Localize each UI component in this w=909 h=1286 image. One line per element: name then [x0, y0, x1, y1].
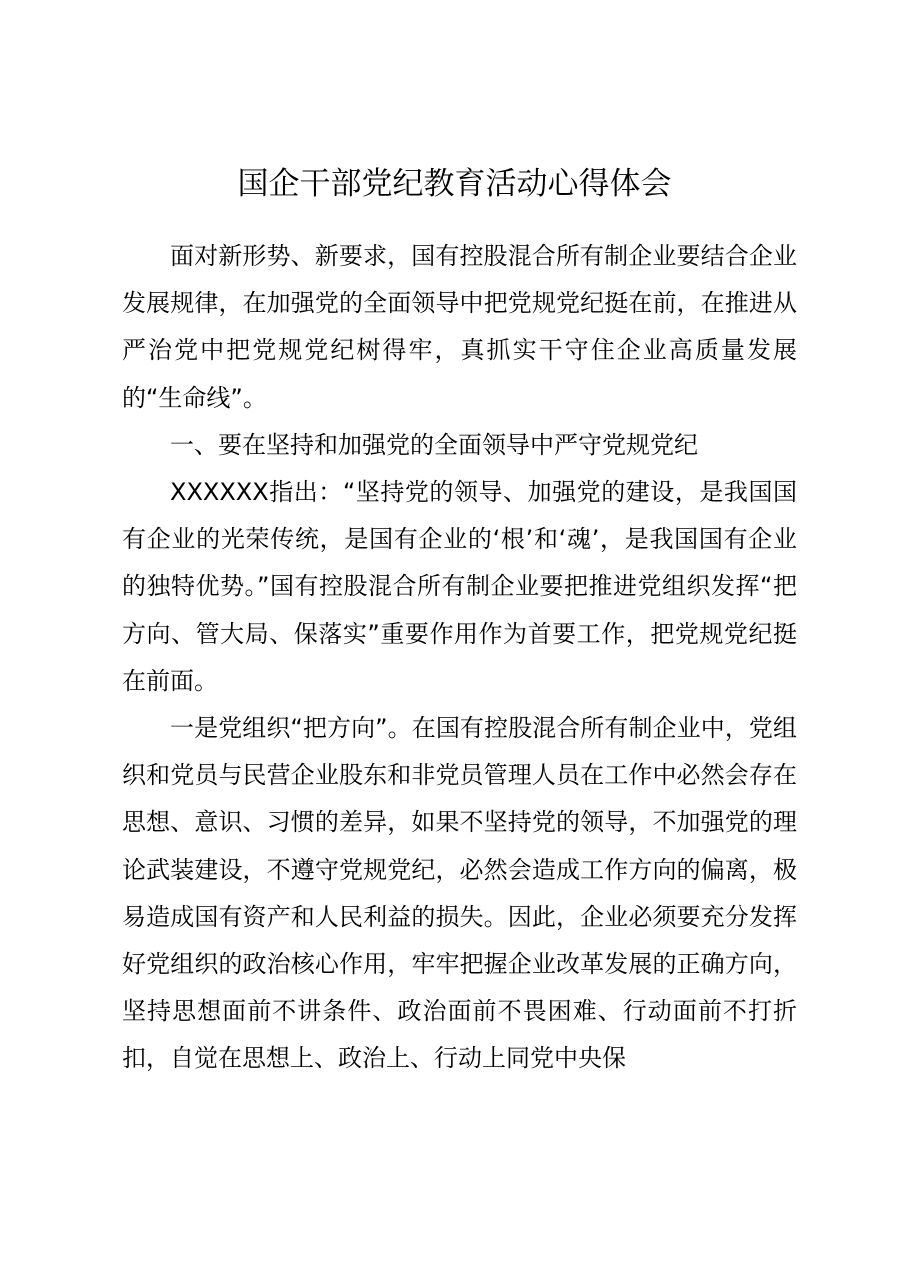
document-body [122, 233, 797, 1083]
paragraph-point-1: 一是党组织“把方向”。在国有控股混合所有制企业中，党组织和党员与民营企业股东和非党员管理人员在工作中必然会存在思想、意识、习惯的差异，如果不坚持党的领导，不加强党的理论武装建设，不遵守党规党纪，必然会造成工作方向的偏离，极易造成国有资产和人民利益的损失。因此，企业必须要充分发挥好党组织的政治核心作用，牢牢把握企业改革发展的正确方向，坚持思想面前不讲条件、政治面前不畏困难、行动面前不打折扣，自觉在思想上、政治上、行动上同党中央保 [122, 714, 797, 1073]
document-title: 国企干部党纪教育活动心得体会 [237, 166, 672, 202]
paragraph-intro: 面对新形势、新要求，国有控股混合所有制企业要结合企业发展规律，在加强党的全面领导中把党规党纪挺在前，在推进从严治党中把党规党纪树得牢，真抓实干守住企业高质量发展的“生命线”。 [122, 242, 797, 412]
paragraph-quote: XXXXXX指出：“坚持党的领导、加强党的建设，是我国国有企业的光荣传统，是国有企业的‘根’和‘魂’，是我国国有企业的独特优势。”国有控股混合所有制企业要把推进党组织发挥“把方向、管大局、保落实”重要作用作为首要工作，把党规党纪挺在前面。 [122, 478, 797, 695]
section-heading-1: 一、要在坚持和加强党的全面领导中严守党规党纪 [170, 430, 698, 459]
